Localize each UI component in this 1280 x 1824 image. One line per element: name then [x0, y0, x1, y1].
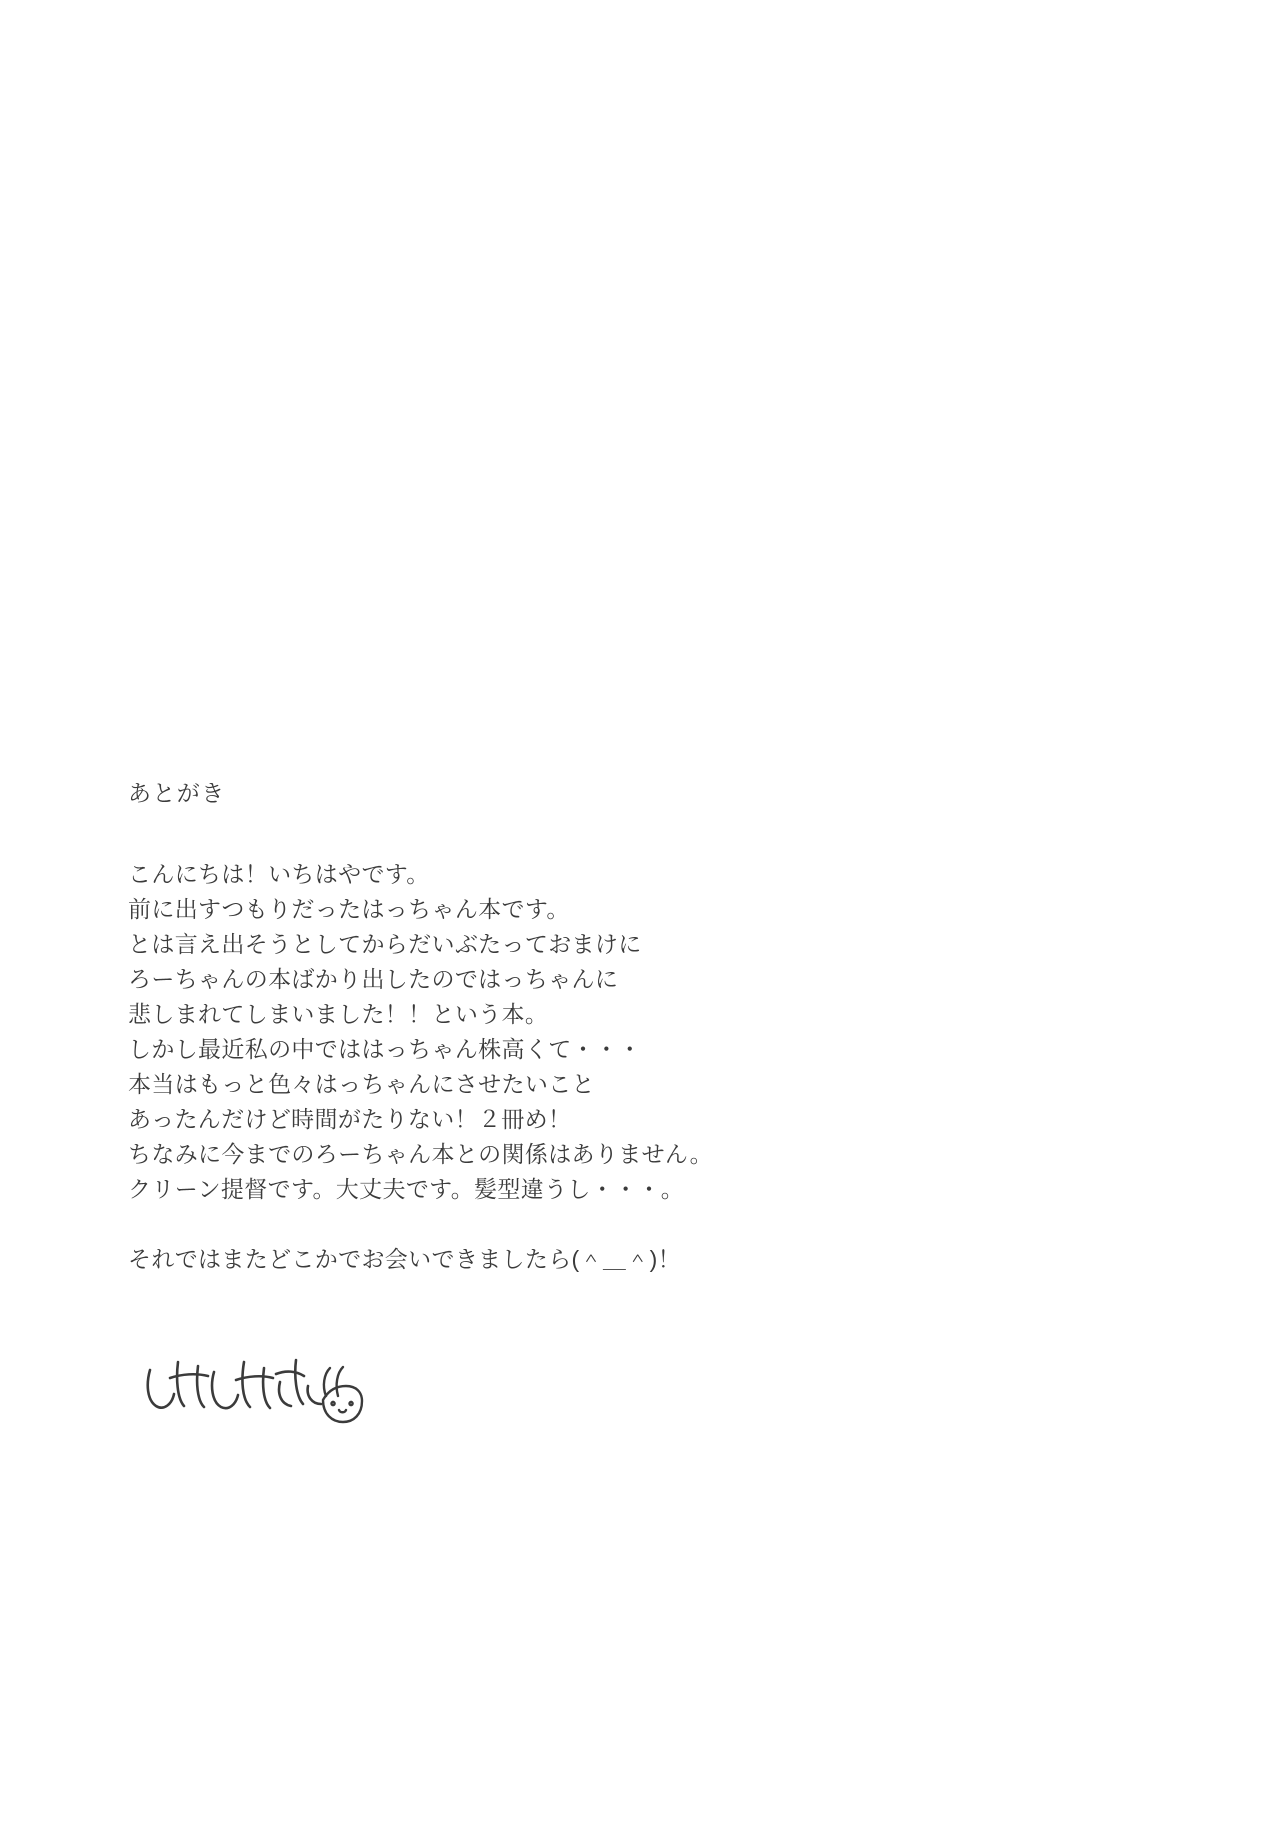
afterword-line: とは言え出そうとしてからだいぶたっておまけに [128, 931, 642, 957]
afterword-line: こんにちは！いちはやです。 [128, 861, 430, 887]
afterword-line: ろーちゃんの本ばかり出したのではっちゃんに [128, 966, 619, 992]
afterword-line: ちなみに今までのろーちゃん本との関係はありません。 [128, 1141, 714, 1167]
afterword-closing-line: それではまたどこかでお会いできましたら(＾＿＾)！ [128, 1246, 681, 1272]
afterword-body [128, 857, 1028, 1277]
signature-mark [140, 1352, 370, 1432]
afterword-line: 本当はもっと色々はっちゃんにさせたいこと [128, 1071, 595, 1097]
afterword-line: クリーン提督です。大丈夫です。髪型違うし・・・。 [128, 1176, 685, 1202]
signature-icon [140, 1352, 370, 1432]
afterword-heading: あとがき [128, 780, 226, 806]
afterword-line: あったんだけど時間がたりない！２冊め！ [128, 1106, 572, 1132]
afterword-line: 前に出すつもりだったはっちゃん本です。 [128, 896, 570, 922]
afterword-line: 悲しまれてしまいました！！という本。 [128, 1001, 549, 1027]
afterword-line: しかし最近私の中でははっちゃん株高くて・・・ [128, 1036, 642, 1062]
line-spacer [128, 1207, 1028, 1242]
afterword-section [128, 782, 1028, 1277]
